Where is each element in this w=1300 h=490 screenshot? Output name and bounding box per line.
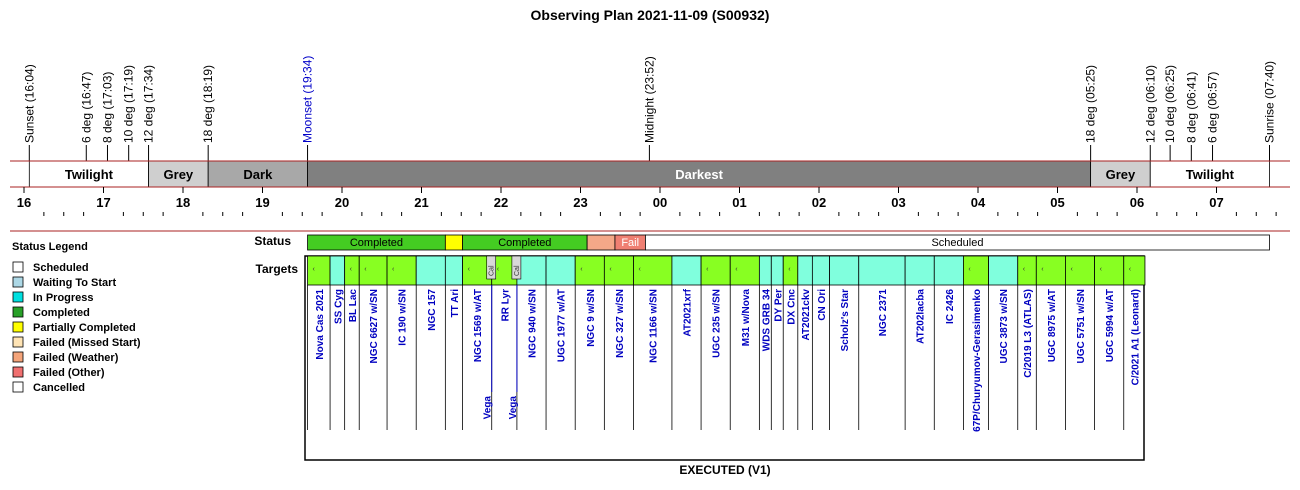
status-legend: [12, 241, 141, 394]
target-block-c-2021-a1-leonard: [1124, 256, 1145, 285]
event-label-10-deg-17-19: 10 deg (17:19): [121, 64, 136, 143]
legend-swatch-failed-missed-start: [13, 337, 23, 347]
target-label-ngc-157: NGC 157: [426, 289, 438, 331]
legend-swatch-failed-weather: [13, 352, 23, 362]
hour-label-04: 04: [970, 195, 986, 210]
target-label-ngc-9-w-sn: NGC 9 w/SN: [585, 289, 597, 347]
event-label-8-deg-17-03: 8 deg (17:03): [100, 71, 115, 143]
target-label-ugc-1977-w-at: UGC 1977 w/AT: [556, 289, 568, 363]
legend-label-waiting-to-start: Waiting To Start: [33, 277, 117, 289]
target-done-mark: ‹: [609, 266, 612, 273]
target-label-ngc-2371: NGC 2371: [877, 289, 889, 337]
status-segment-label: Scheduled: [931, 237, 984, 249]
status-row-label: Status: [254, 234, 291, 248]
hour-label-00: 00: [652, 195, 668, 210]
hour-label-03: 03: [891, 195, 906, 210]
target-done-mark: ‹: [349, 266, 352, 273]
legend-label-completed: Completed: [33, 307, 90, 319]
target-done-mark: ‹: [467, 266, 470, 273]
hour-label-02: 02: [811, 195, 827, 210]
legend-label-failed-other: Failed (Other): [33, 367, 105, 379]
target-done-mark: ‹: [1070, 266, 1073, 273]
target-label-ic-190-w-sn: IC 190 w/SN: [397, 289, 409, 346]
band-label-twilight-0: Twilight: [64, 167, 113, 182]
target-label-dy-per: DY Per: [773, 289, 785, 322]
target-label-nova-cas-2021: Nova Cas 2021: [314, 289, 326, 360]
target-block-wds-grb-34: [759, 256, 771, 285]
target-label-wds-grb-34: WDS GRB 34: [761, 289, 773, 352]
target-block-ngc-157: [416, 256, 445, 285]
target-block-ss-cyg: [330, 256, 345, 285]
event-label-12-deg-17-34: 12 deg (17:34): [141, 64, 156, 143]
status-segment-label: Fail: [621, 237, 640, 249]
target-label-ss-cyg: SS Cyg: [333, 289, 345, 325]
event-label-midnight-23-52: Midnight (23:52): [642, 56, 657, 143]
target-label-tt-ari: TT Ari: [449, 289, 461, 318]
band-label-grey-1: Grey: [163, 167, 194, 182]
target-block-nova-cas-2021: [308, 256, 331, 285]
target-block-scholz-s-star: [830, 256, 859, 285]
status-segment-failed-weather: [587, 235, 615, 250]
darkness-bands: [29, 161, 1269, 187]
target-label-scholz-s-star: Scholz's Star: [840, 289, 852, 352]
target-block-ugc-3873-w-sn: [989, 256, 1018, 285]
target-label-bl-lac: BL Lac: [347, 289, 359, 323]
legend-swatch-in-progress: [13, 292, 23, 302]
target-label-m31-w-nova: M31 w/Nova: [740, 289, 752, 347]
hour-label-22: 22: [493, 195, 509, 210]
target-block-at2021ckv: [798, 256, 813, 285]
legend-label-failed-missed-start: Failed (Missed Start): [33, 337, 141, 349]
target-block-67p-churyumov-gerasimenko: [963, 256, 988, 285]
target-label-dx-cnc: DX Cnc: [786, 289, 798, 325]
legend-label-failed-weather: Failed (Weather): [33, 352, 119, 364]
legend-label-partially-completed: Partially Completed: [33, 322, 136, 334]
band-label-dark-2: Dark: [243, 167, 273, 182]
status-row: [254, 234, 1269, 250]
target-label-ngc-940-w-sn: NGC 940 w/SN: [527, 289, 539, 358]
calibration-star-vega: Vega: [507, 396, 519, 420]
legend-label-scheduled: Scheduled: [33, 262, 89, 274]
target-block-at202lacba: [905, 256, 934, 285]
target-done-mark: ‹: [735, 266, 738, 273]
target-block-ugc-1977-w-at: [546, 256, 575, 285]
target-done-mark: ‹: [968, 266, 971, 273]
target-label-at2021xrf: AT2021xrf: [682, 289, 694, 337]
legend-title: Status Legend: [12, 241, 88, 253]
target-done-mark: ‹: [706, 266, 709, 273]
hour-label-18: 18: [175, 195, 191, 210]
targets-box: [305, 256, 1144, 460]
target-done-mark: ‹: [364, 266, 367, 273]
band-label-grey-4: Grey: [1105, 167, 1136, 182]
legend-swatch-partially-completed: [13, 322, 23, 332]
calibration-label: Cal: [488, 265, 496, 276]
hour-label-05: 05: [1050, 195, 1065, 210]
target-done-mark: ‹: [638, 266, 641, 273]
hour-label-16: 16: [16, 195, 32, 210]
event-label-8-deg-06-41: 8 deg (06:41): [1184, 71, 1199, 143]
target-label-at2021ckv: AT2021ckv: [801, 289, 813, 341]
legend-swatch-waiting-to-start: [13, 277, 23, 287]
status-segment-label: Completed: [498, 237, 552, 249]
event-label-moonset-19-34: Moonset (19:34): [300, 55, 315, 143]
target-label-ic-2426: IC 2426: [944, 289, 956, 325]
event-label-sunrise-07-40: Sunrise (07:40): [1262, 60, 1277, 143]
target-label-ngc-327-w-sn: NGC 327 w/SN: [614, 289, 626, 358]
executed-footer: EXECUTED (V1): [679, 463, 771, 477]
target-label-c-2021-a1-leonard: C/2021 A1 (Leonard): [1130, 289, 1142, 386]
event-label-18-deg-18-19: 18 deg (18:19): [201, 64, 216, 143]
legend-swatch-scheduled: [13, 262, 23, 272]
plan-title: Observing Plan 2021-11-09 (S00932): [530, 7, 770, 23]
target-done-mark: ‹: [392, 266, 395, 273]
target-block-at2021xrf: [672, 256, 701, 285]
band-label-twilight-5: Twilight: [1185, 167, 1234, 182]
band-label-darkest-3: Darkest: [675, 167, 723, 182]
target-label-ugc-3873-w-sn: UGC 3873 w/SN: [999, 289, 1011, 364]
calibration-label: Cal: [513, 265, 521, 276]
target-label-ngc-1569-w-at: NGC 1569 w/AT: [473, 289, 485, 363]
event-label-6-deg-06-57: 6 deg (06:57): [1205, 71, 1220, 143]
event-label-6-deg-16-47: 6 deg (16:47): [79, 71, 94, 143]
event-label-12-deg-06-10: 12 deg (06:10): [1143, 64, 1158, 143]
hour-label-21: 21: [414, 195, 429, 210]
hour-label-20: 20: [334, 195, 350, 210]
targets-row: [256, 256, 1145, 477]
target-block-ic-2426: [934, 256, 963, 285]
legend-swatch-completed: [13, 307, 23, 317]
event-label-18-deg-05-25: 18 deg (05:25): [1083, 64, 1098, 143]
target-done-mark: ‹: [1041, 266, 1044, 273]
target-label-at202lacba: AT202lacba: [915, 289, 927, 344]
target-label-ngc-6627-w-sn: NGC 6627 w/SN: [369, 289, 381, 364]
hour-label-23: 23: [573, 195, 588, 210]
target-block-cn-ori: [812, 256, 829, 285]
target-label-rr-lyr: RR Lyr: [500, 289, 512, 322]
target-block-ngc-2371: [859, 256, 905, 285]
event-label-10-deg-06-25: 10 deg (06:25): [1163, 64, 1178, 143]
target-label-ngc-1166-w-sn: NGC 1166 w/SN: [648, 289, 660, 363]
target-label-cn-ori: CN Ori: [816, 289, 828, 321]
targets-row-label: Targets: [255, 262, 298, 276]
target-block-tt-ari: [445, 256, 462, 285]
hour-label-07: 07: [1209, 195, 1224, 210]
status-segment-partially-completed: [445, 235, 462, 250]
hour-label-06: 06: [1129, 195, 1145, 210]
target-label-67p-churyumov-gerasimenko: 67P/Churyumov-Gerasimenko: [972, 288, 984, 432]
hour-label-01: 01: [732, 195, 747, 210]
target-done-mark: ‹: [312, 266, 315, 273]
target-label-ugc-5994-w-at: UGC 5994 w/AT: [1105, 289, 1117, 363]
target-done-mark: ‹: [788, 266, 791, 273]
legend-swatch-failed-other: [13, 367, 23, 377]
status-segment-label: Completed: [349, 237, 404, 249]
event-label-sunset-16-04: Sunset (16:04): [22, 64, 37, 143]
target-label-ugc-5751-w-sn: UGC 5751 w/SN: [1076, 289, 1088, 364]
hour-label-17: 17: [96, 195, 111, 210]
target-done-mark: ‹: [1022, 266, 1026, 273]
legend-label-in-progress: In Progress: [33, 292, 94, 304]
legend-swatch-cancelled: [13, 382, 23, 392]
target-block-ngc-940-w-sn: [517, 256, 546, 285]
target-done-mark: ‹: [496, 266, 500, 273]
calibration-star-vega: Vega: [482, 395, 494, 420]
target-block-c-2019-l3-atlas: [1018, 256, 1037, 285]
target-label-ugc-235-w-sn: UGC 235 w/SN: [711, 289, 723, 358]
target-done-mark: ‹: [1099, 266, 1102, 273]
target-label-c-2019-l3-atlas: C/2019 L3 (ATLAS): [1023, 289, 1035, 378]
legend-label-cancelled: Cancelled: [33, 382, 85, 394]
target-done-mark: ‹: [1128, 266, 1132, 273]
target-done-mark: ‹: [580, 266, 583, 273]
target-label-ugc-8975-w-at: UGC 8975 w/AT: [1046, 289, 1058, 363]
target-block-dy-per: [771, 256, 783, 285]
hour-label-19: 19: [255, 195, 270, 210]
